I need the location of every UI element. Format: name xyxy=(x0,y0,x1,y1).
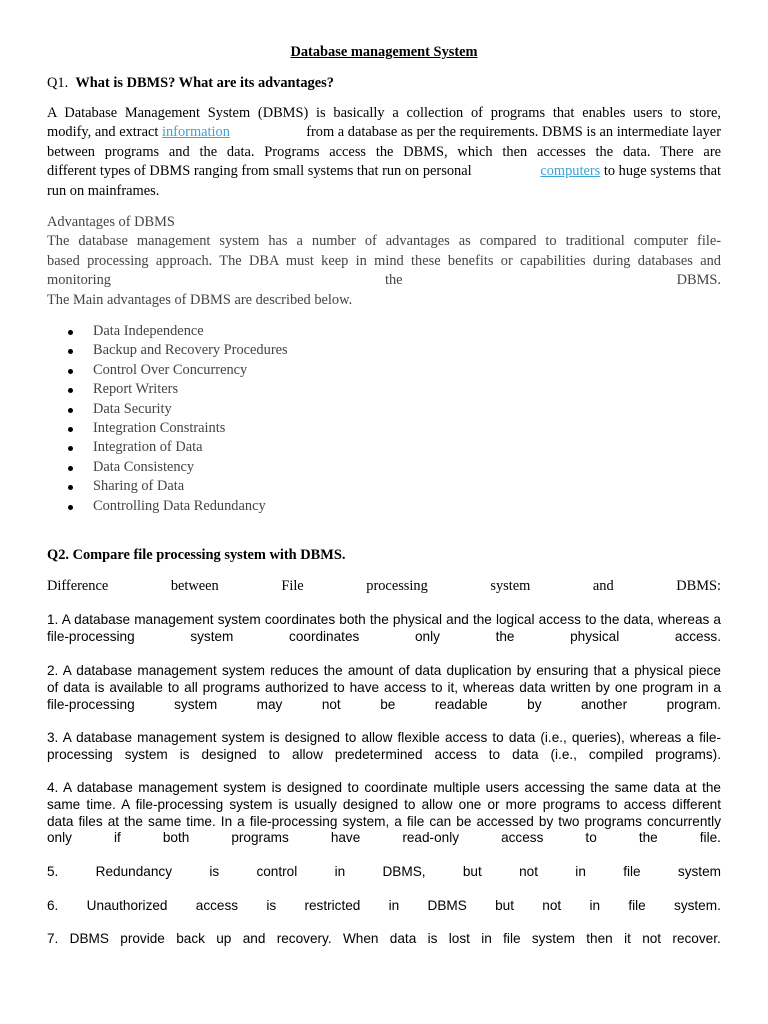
paragraph-line: data files at the same time. In a file-processing system, a file can be accessed by two programs concurrently xyxy=(47,813,721,829)
paragraph-line: 3. A database management system is designed to allow flexible access to data (i.e., queries), whereas a file- xyxy=(47,730,721,745)
word: then xyxy=(586,931,613,946)
word: system xyxy=(190,628,234,644)
word: access xyxy=(501,830,544,846)
list-item: Backup and Recovery Procedures xyxy=(66,341,288,360)
advantages-list xyxy=(66,322,288,516)
word: between xyxy=(170,578,219,594)
word: 7. xyxy=(47,931,59,946)
word: have xyxy=(330,830,361,846)
word: up xyxy=(216,931,232,946)
point-2 xyxy=(47,663,721,713)
justified-words xyxy=(47,577,721,596)
text-span: to huge systems that xyxy=(603,163,721,180)
word: be xyxy=(380,696,396,712)
paragraph-line: run on mainframes. xyxy=(47,182,160,199)
word: access. xyxy=(674,628,721,644)
word: and xyxy=(592,578,614,594)
difference-line xyxy=(47,577,721,596)
word: access xyxy=(195,898,239,913)
word: is xyxy=(266,898,277,913)
word: processing xyxy=(366,578,428,594)
word: not xyxy=(642,931,662,946)
word: recovery. xyxy=(276,931,332,946)
word: Unauthorized xyxy=(86,898,168,913)
word: in xyxy=(589,898,601,913)
justified-words xyxy=(47,830,721,847)
word: File xyxy=(281,578,304,594)
word: the xyxy=(638,830,658,846)
q2-heading xyxy=(47,546,721,565)
word: DBMS xyxy=(427,898,467,913)
word: 5. xyxy=(47,864,59,879)
paragraph-line xyxy=(47,162,721,181)
text-span: the xyxy=(384,272,403,289)
information-link[interactable]: information xyxy=(161,124,230,141)
word: Redundancy xyxy=(95,864,172,879)
justified-words xyxy=(47,898,721,915)
word: file xyxy=(628,898,646,913)
word: data xyxy=(389,931,417,946)
word: only xyxy=(414,628,440,644)
point-1 xyxy=(47,612,721,646)
word: back xyxy=(176,931,205,946)
paragraph-line xyxy=(47,271,721,290)
word: Difference xyxy=(47,578,109,594)
word: but xyxy=(495,898,514,913)
word: system xyxy=(531,931,575,946)
word: is xyxy=(209,864,220,879)
paragraph-line xyxy=(47,123,721,142)
q1-heading xyxy=(47,74,721,93)
q1-question: What is DBMS? What are its advantages? xyxy=(75,75,334,91)
word: it xyxy=(624,931,631,946)
paragraph-line: same time. A file-processing system is usually designed to allow one or more programs to access different xyxy=(47,796,721,812)
word: system. xyxy=(674,898,721,913)
justified-words xyxy=(47,697,721,714)
word: coordinates xyxy=(289,628,360,644)
word: only xyxy=(47,830,72,846)
paragraph-line: based processing approach. The DBA must keep in mind these benefits or capabilities during databases and xyxy=(47,252,721,269)
point-7 xyxy=(47,931,721,948)
text-span: modify, and extract xyxy=(47,124,159,141)
paragraph-line: between programs and the data. Programs access the DBMS, which then accesses the data. There are xyxy=(47,143,721,160)
word: lost xyxy=(448,931,470,946)
paragraph-line: 4. A database management system is designed to coordinate multiple users accessing the same data at the xyxy=(47,780,721,795)
text-span: monitoring xyxy=(47,272,111,289)
paragraph-line: The database management system has a number of advantages as compared to traditional computer file- xyxy=(47,233,721,250)
word: file xyxy=(623,864,641,879)
word: recover. xyxy=(672,931,721,946)
word: and xyxy=(242,931,266,946)
word: DBMS: xyxy=(676,578,721,594)
word: program. xyxy=(666,696,721,712)
word: readable xyxy=(434,696,488,712)
word: file. xyxy=(699,830,721,846)
list-item: Report Writers xyxy=(66,380,288,399)
computers-link[interactable]: computers xyxy=(540,163,601,180)
word: in xyxy=(388,898,400,913)
justified-words xyxy=(47,864,721,881)
word: system xyxy=(174,696,218,712)
word: read-only xyxy=(402,830,460,846)
point-3 xyxy=(47,730,721,764)
word: not xyxy=(321,696,341,712)
q1-number: Q1. xyxy=(47,75,69,91)
word: file xyxy=(503,931,521,946)
paragraph-line: 1. A database management system coordinates both the physical and the logical access to the data, whereas a xyxy=(47,612,721,627)
paragraph-line: of data is available to all programs authorized to have access to it, whereas data written by one program in a xyxy=(47,679,721,695)
word: programs xyxy=(231,830,289,846)
list-item: Sharing of Data xyxy=(66,477,288,496)
word: to xyxy=(585,830,597,846)
list-item: Data Independence xyxy=(66,322,288,341)
list-item: Control Over Concurrency xyxy=(66,361,288,380)
paragraph-line: 2. A database management system reduces the amount of data duplication by ensuring that a physical piece xyxy=(47,663,721,678)
advantages-heading: Advantages of DBMS xyxy=(47,214,175,230)
advantages-section xyxy=(47,213,721,310)
word: restricted xyxy=(304,898,361,913)
word: in xyxy=(481,931,492,946)
q1-paragraph xyxy=(47,104,721,201)
word: both xyxy=(162,830,190,846)
word: may xyxy=(256,696,283,712)
point-5 xyxy=(47,864,721,881)
text-span: from a database as per the requirements. DBMS is an intermediate layer xyxy=(306,124,721,141)
word: DBMS xyxy=(69,931,109,946)
list-item: Integration of Data xyxy=(66,438,288,457)
word: system xyxy=(490,578,531,594)
word: provide xyxy=(120,931,165,946)
word: physical xyxy=(570,628,620,644)
word: by xyxy=(527,696,542,712)
word: in xyxy=(334,864,346,879)
paragraph-line: The Main advantages of DBMS are described below. xyxy=(47,291,353,308)
point-4 xyxy=(47,780,721,847)
list-item: Data Security xyxy=(66,400,288,419)
word: another xyxy=(581,696,628,712)
word: but xyxy=(462,864,482,879)
word: 6. xyxy=(47,898,59,913)
document-title: Database management System xyxy=(290,44,478,60)
word: control xyxy=(256,864,298,879)
text-span: different types of DBMS ranging from small systems that run on personal xyxy=(47,163,472,180)
word: file-processing xyxy=(47,696,135,712)
list-item: Controlling Data Redundancy xyxy=(66,497,288,516)
word: not xyxy=(519,864,538,879)
justified-words xyxy=(47,629,721,646)
text-span: DBMS. xyxy=(676,272,721,289)
word: When xyxy=(342,931,379,946)
word: not xyxy=(542,898,562,913)
list-item: Integration Constraints xyxy=(66,419,288,438)
word: the xyxy=(495,628,515,644)
word: DBMS, xyxy=(382,864,426,879)
q2-question: Q2. Compare file processing system with DBMS. xyxy=(47,547,346,563)
word: file-processing xyxy=(47,628,135,644)
word: system xyxy=(677,864,721,879)
paragraph-line: A Database Management System (DBMS) is basically a collection of programs that enables users to store, xyxy=(47,105,721,121)
word: in xyxy=(575,864,586,879)
word: if xyxy=(113,830,121,846)
word: is xyxy=(427,931,438,946)
justified-words xyxy=(47,931,721,948)
point-6 xyxy=(47,898,721,915)
paragraph-line: processing system is designed to allow predetermined access to data (i.e., compiled programs). xyxy=(47,746,721,762)
list-item: Data Consistency xyxy=(66,458,288,477)
